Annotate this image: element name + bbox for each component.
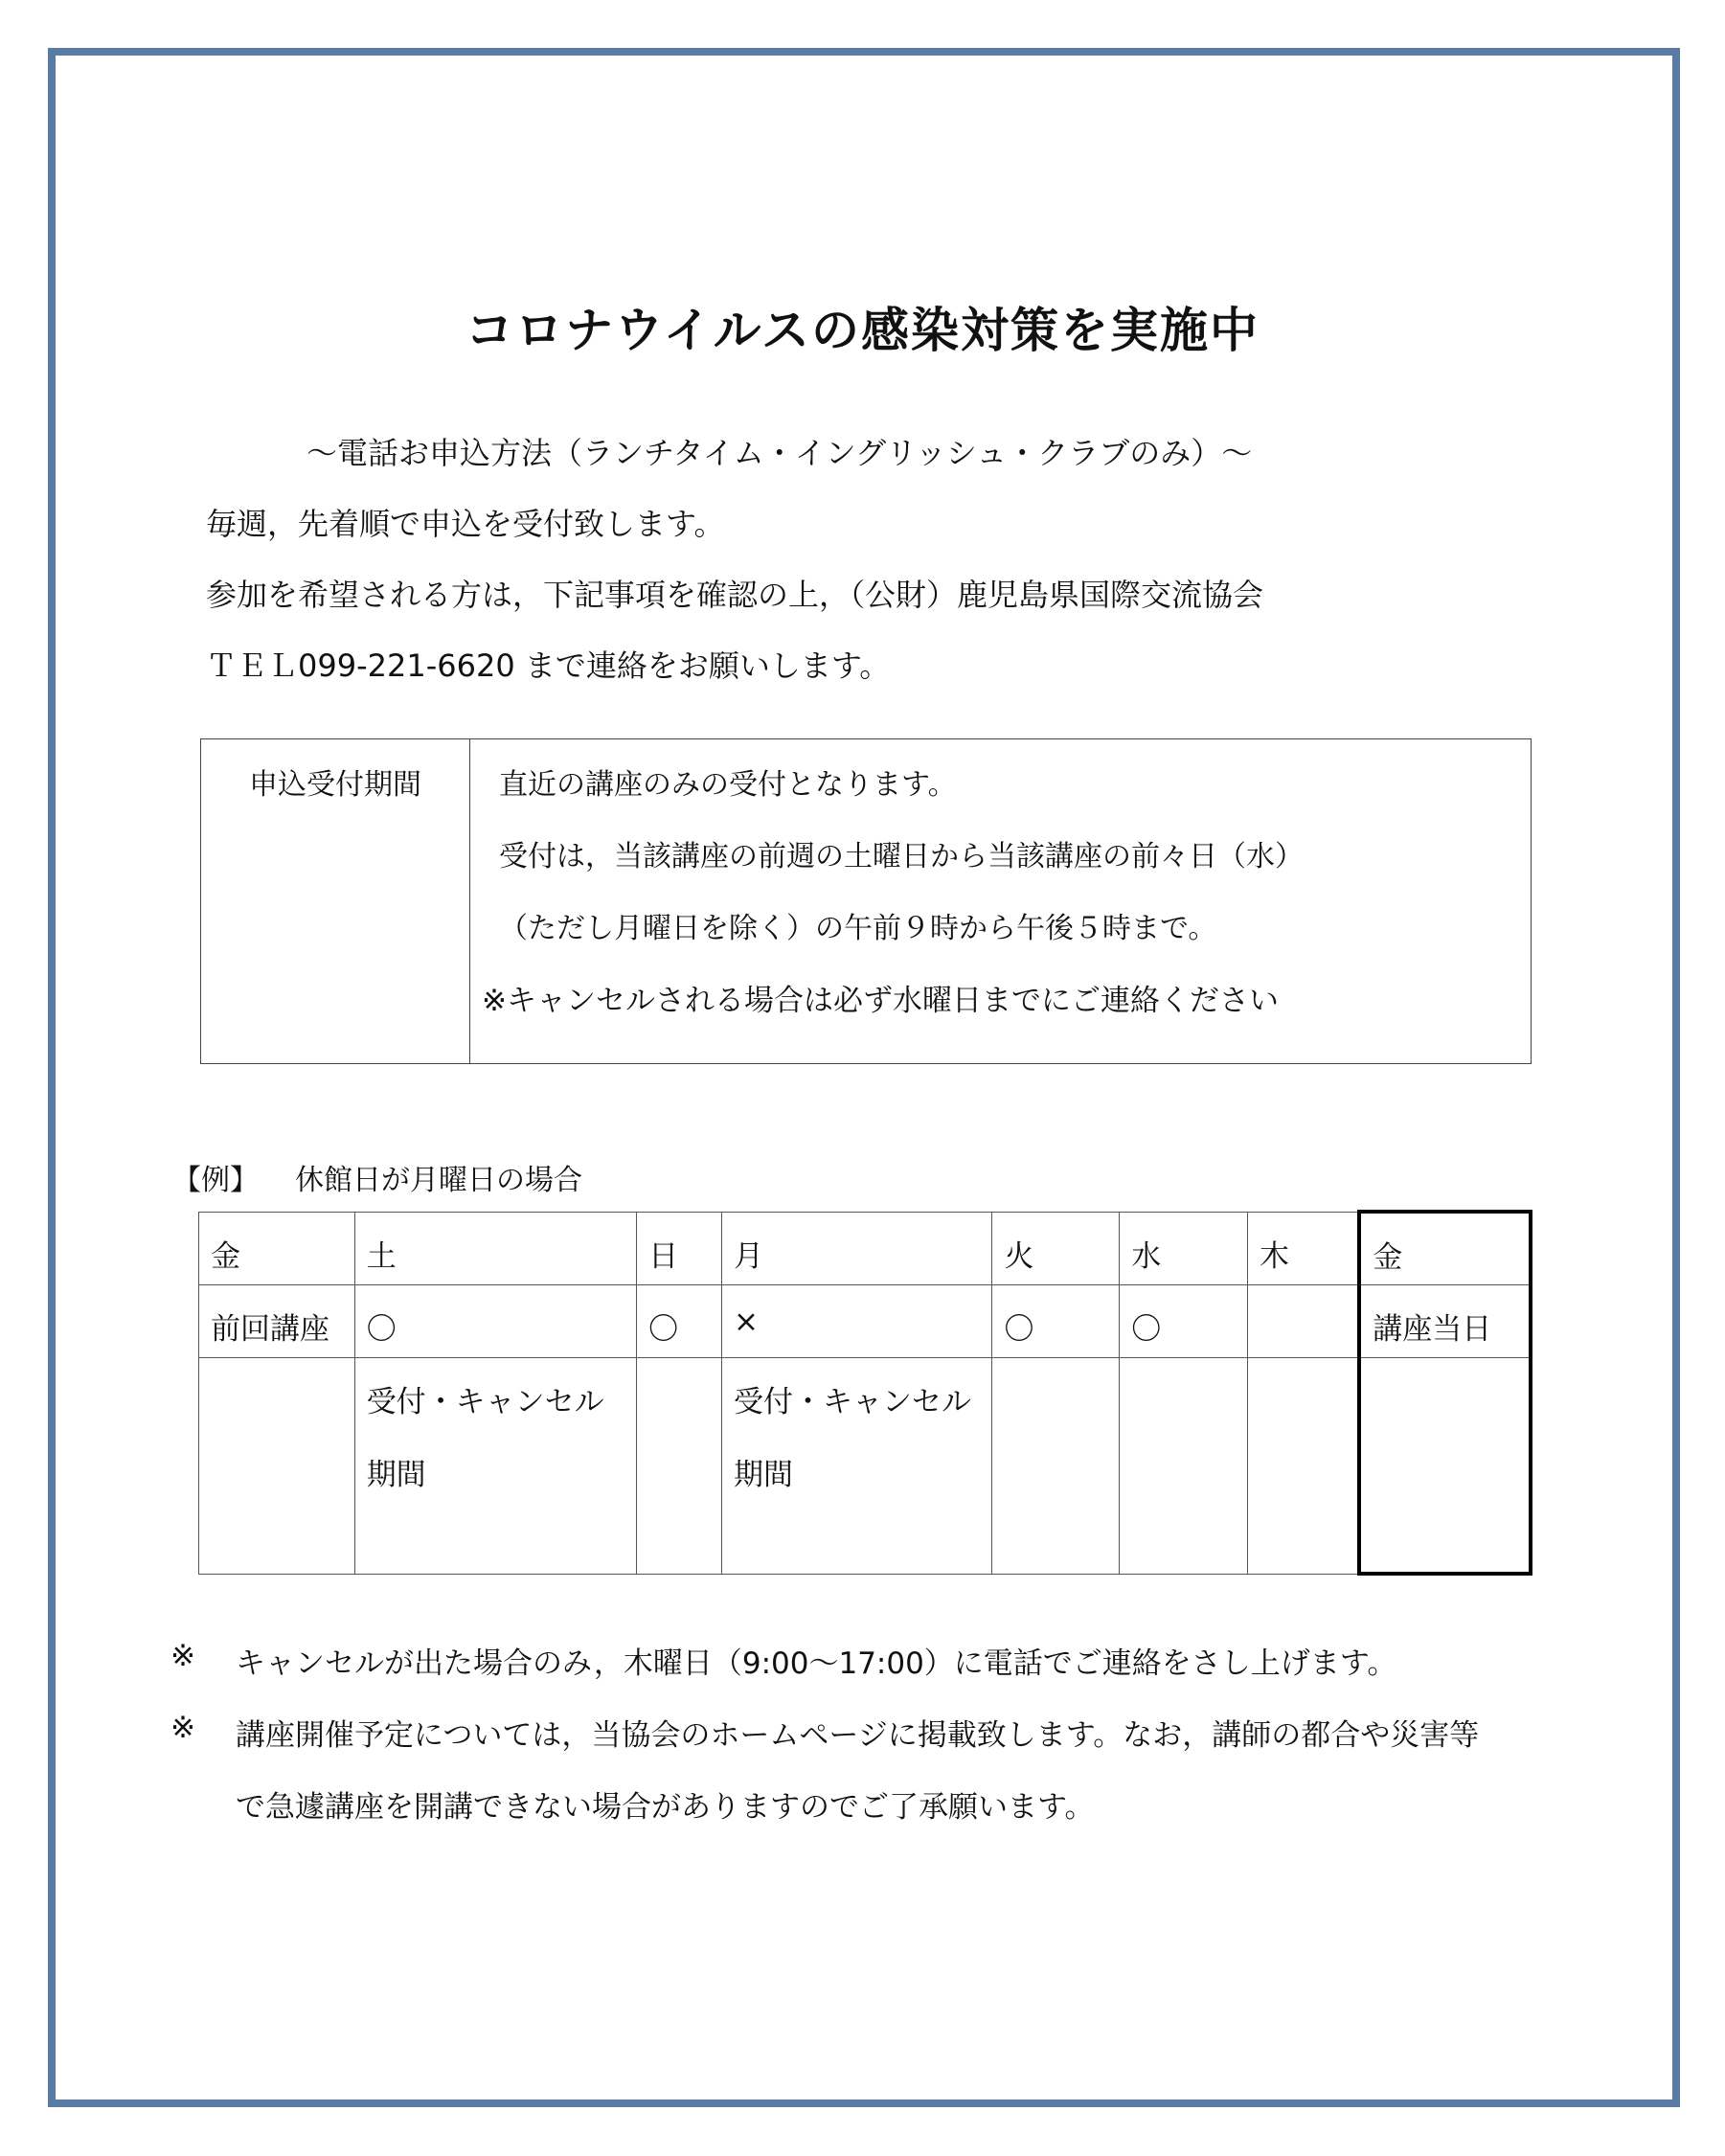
day-header-mon: 月 <box>721 1212 991 1284</box>
empty-cell <box>1247 1357 1359 1574</box>
period-line-3: （ただし月曜日を除く）の午前９時から午後５時まで。 <box>499 912 1217 945</box>
day-header-tue: 火 <box>992 1212 1120 1284</box>
period-line-2: 受付は，当該講座の前週の土曜日から当該講座の前々日（水） <box>499 840 1304 874</box>
sat-period-cell <box>354 1357 636 1574</box>
subtitle: ～電話お申込方法（ランチタイム・イングリッシュ・クラブのみ）～ <box>306 435 1253 471</box>
empty-cell <box>199 1357 355 1574</box>
period-label: 申込受付期間 <box>201 739 470 1064</box>
example-text: 休館日が月曜日の場合 <box>295 1164 582 1197</box>
cancel-note: ※キャンセルされる場合は必ず水曜日までにご連絡ください <box>482 984 1279 1018</box>
mon-status-cell: × <box>721 1284 991 1357</box>
table-row <box>199 1357 1532 1574</box>
day-header-fri-lecture: 金 <box>1359 1212 1531 1284</box>
intro-line-2: 参加を希望される方は，下記事項を確認の上，（公財）鹿児島県国際交流協会 <box>206 577 1264 613</box>
lecture-day-cell: 講座当日 <box>1359 1284 1531 1357</box>
period-label-line-2: 期間 <box>366 1457 426 1492</box>
empty-cell <box>1359 1357 1531 1574</box>
day-header-thu: 木 <box>1247 1212 1359 1284</box>
page-title: コロナウイルスの感染対策を実施中 <box>465 303 1260 358</box>
day-header-sat: 土 <box>354 1212 636 1284</box>
empty-cell <box>637 1357 722 1574</box>
period-label-line-1: 受付・キャンセル <box>733 1384 971 1419</box>
sun-status-cell: 〇 <box>637 1284 722 1357</box>
period-label-line-2: 期間 <box>733 1457 793 1492</box>
previous-lecture-cell: 前回講座 <box>199 1284 355 1357</box>
empty-cell <box>992 1357 1120 1574</box>
tue-status-cell: 〇 <box>992 1284 1120 1357</box>
footnote-1-text: キャンセルが出た場合のみ，木曜日（9:00～17:00）に電話でご連絡をさし上げます。 <box>236 1646 1397 1681</box>
sat-status-cell: 〇 <box>354 1284 636 1357</box>
example-heading <box>172 1156 582 1198</box>
footnote-2-text: 講座開催予定については，当協会のホームページに掲載致します。なお，講師の都合や災害等 <box>236 1718 1480 1753</box>
period-label-line-1: 受付・キャンセル <box>366 1384 604 1419</box>
intro-line-1: 毎週，先着順で申込を受付致します。 <box>206 506 725 542</box>
footnote-2-text-continued: で急遽講座を開講できない場合がありますのでご了承願います。 <box>236 1790 1095 1825</box>
table-row <box>199 1212 1532 1284</box>
day-header-fri: 金 <box>199 1212 355 1284</box>
wed-status-cell: 〇 <box>1120 1284 1248 1357</box>
period-line-1: 直近の講座のみの受付となります。 <box>499 768 957 802</box>
thu-status-cell <box>1247 1284 1359 1357</box>
empty-cell <box>1120 1357 1248 1574</box>
note-mark: ※ <box>170 1639 195 1673</box>
table-row <box>199 1284 1532 1357</box>
intro-line-3: ＴＥＬ099-221-6620 まで連絡をお願いします。 <box>206 647 891 684</box>
period-details <box>470 739 1532 1064</box>
example-tag: 【例】 <box>172 1164 259 1197</box>
weekly-schedule-table <box>198 1210 1532 1576</box>
day-header-sun: 日 <box>637 1212 722 1284</box>
day-header-wed: 水 <box>1120 1212 1248 1284</box>
application-period-table <box>200 738 1532 1064</box>
note-mark: ※ <box>170 1711 195 1745</box>
mon-period-cell <box>721 1357 991 1574</box>
